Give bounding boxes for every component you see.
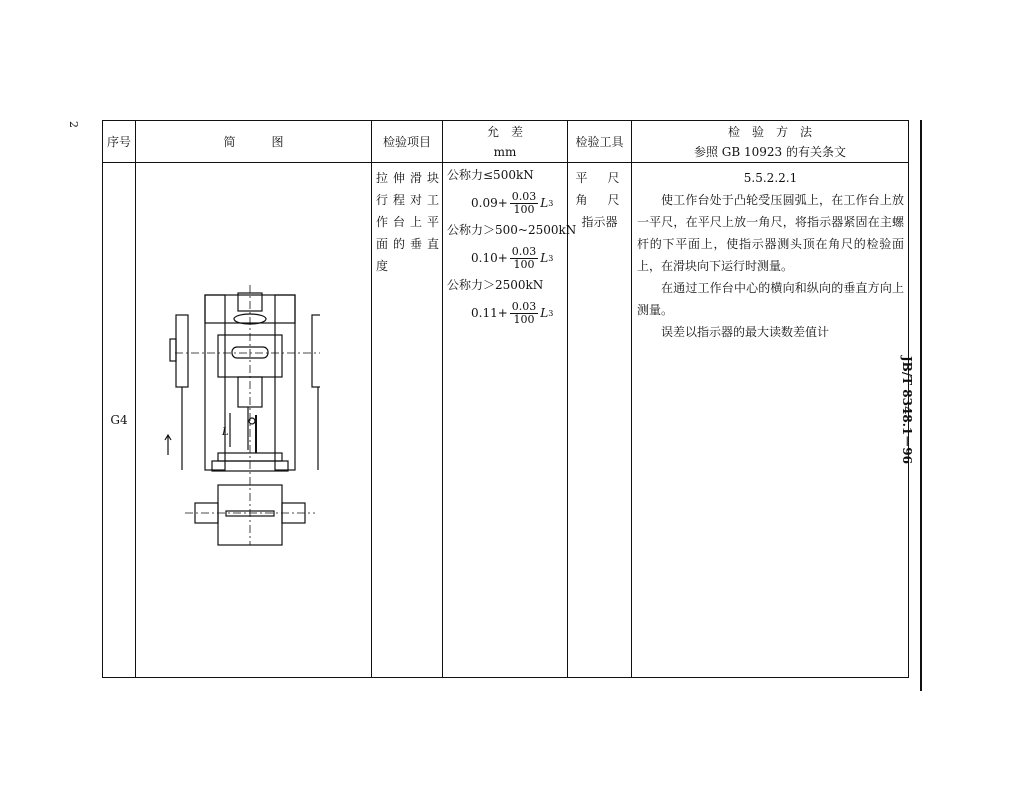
tolerance-condition-3: 公称力＞2500kN (447, 278, 544, 292)
header-seq: 序号 (103, 121, 136, 163)
method-paragraph-3: 误差以指示器的最大读数差值计 (661, 325, 830, 339)
header-tolerance-unit: mm (493, 144, 517, 159)
method-paragraph-1: 使工作台处于凸轮受压圆弧上，在工作台上放一平尺，在平尺上放一角尺，将指示器紧固在主螺杆的下平面上，使指示器测头顶在角尺的检验面上，在滑块向下运行时测量。 (637, 193, 904, 273)
formula-base: 0.10+ (471, 251, 508, 265)
side-rule (920, 120, 922, 691)
formula-fraction: $\frac{0.03}{100}$ (511, 189, 537, 216)
table-row (103, 163, 909, 678)
tool-straightedge: 平 尺 (575, 171, 624, 185)
method-clause: 5.5.2.2.1 (743, 171, 798, 185)
tolerance-formula-1: 0.09+ $\frac{0.03}{100}$ L 3 (471, 189, 554, 216)
header-tolerance (443, 121, 568, 163)
tolerance-condition-2: 公称力＞500~2500kN (447, 223, 577, 237)
standard-code: JB/T 8348.1－96 (900, 356, 914, 464)
tool-cell (568, 163, 632, 678)
left-column (205, 295, 225, 470)
tool-indicator: 指示器 (581, 215, 618, 229)
tool-square: 角 尺 (575, 193, 624, 207)
formula-variable: L (540, 196, 549, 210)
left-rod-clamp (170, 339, 176, 361)
right-rod (312, 315, 320, 387)
header-item: 检验项目 (372, 121, 443, 163)
formula-fraction: $\frac{0.03}{100}$ (511, 244, 537, 271)
header-tool: 检验工具 (568, 121, 632, 163)
seq-cell: G4 (103, 163, 136, 678)
left-rod (176, 315, 188, 387)
formula-base: 0.11+ (471, 306, 508, 320)
formula-base: 0.09+ (471, 196, 508, 210)
header-method (632, 121, 909, 163)
method-paragraph-2: 在通过工作台中心的横向和纵向的垂直方向上测量。 (637, 281, 904, 317)
formula-variable: L (540, 251, 549, 265)
press-diagram (160, 285, 320, 550)
header-figure: 简 图 (136, 121, 372, 163)
page-number: 2 (67, 121, 80, 128)
tolerance-formula-3: 0.11+ $\frac{0.03}{100}$ L 3 (471, 299, 554, 326)
header-method-sub: 参照 GB 10923 的有关条文 (693, 144, 847, 159)
table-header-row (103, 121, 909, 163)
header-method-title: 检 验 方 法 (727, 124, 812, 139)
method-cell (632, 163, 909, 678)
tolerance-formula-2: 0.10+ $\frac{0.03}{100}$ L 3 (471, 244, 554, 271)
header-tolerance-title: 允 差 (486, 124, 523, 139)
item-cell: 拉伸滑块行程对工作台上平面的垂直度 (372, 163, 443, 678)
tolerance-condition-1: 公称力≤500kN (447, 168, 534, 182)
right-column (275, 295, 295, 470)
formula-variable: L (540, 306, 549, 320)
inspection-table (102, 120, 909, 678)
left-arrow-icon (165, 435, 171, 455)
dimension-label: L (222, 427, 229, 438)
tolerance-cell (443, 163, 577, 678)
figure-cell (136, 163, 372, 678)
formula-fraction: $\frac{0.03}{100}$ (511, 299, 537, 326)
